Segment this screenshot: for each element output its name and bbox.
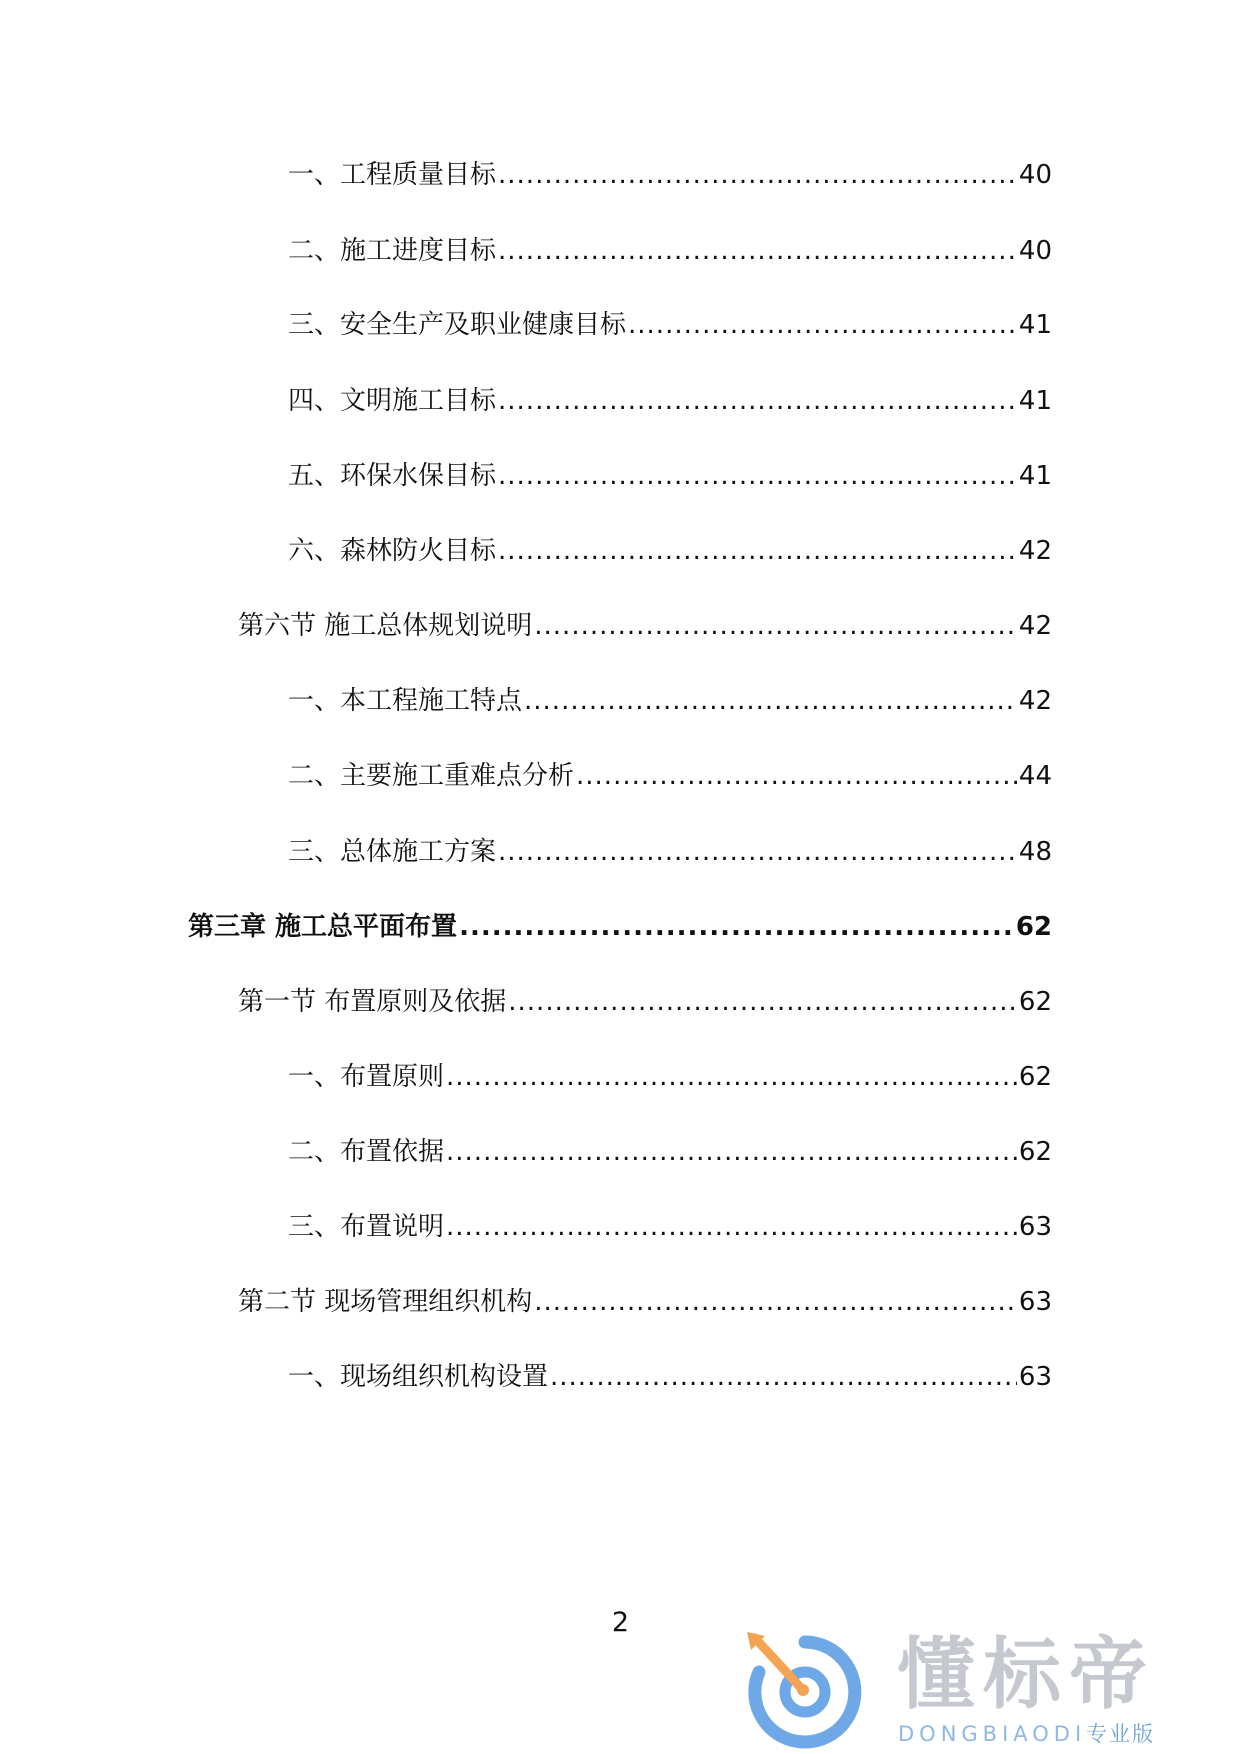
toc-entry-page: 62 (1015, 912, 1052, 942)
toc-entry-title: 第一节 布置原则及依据 (238, 987, 507, 1017)
toc-leader-dots (534, 609, 1017, 643)
toc-leader-dots (446, 1060, 1017, 1094)
toc-entry[interactable] (288, 759, 1052, 793)
toc-entry-title: 二、主要施工重难点分析 (288, 761, 575, 791)
toc-entry-title: 三、总体施工方案 (288, 837, 497, 867)
toc-entry[interactable] (288, 1060, 1052, 1094)
toc-entry[interactable] (238, 1285, 1052, 1319)
toc-entry[interactable] (288, 534, 1052, 568)
toc-entry[interactable] (288, 158, 1052, 192)
toc-entry-page: 62 (1018, 1062, 1052, 1092)
toc-entry[interactable] (288, 384, 1052, 418)
toc-leader-dots (576, 759, 1017, 793)
toc-entry-page: 63 (1018, 1212, 1052, 1242)
toc-entry-title: 三、安全生产及职业健康目标 (288, 310, 627, 340)
toc-entry-page: 63 (1018, 1287, 1052, 1317)
toc-entry[interactable] (288, 1360, 1052, 1394)
toc-entry-page: 62 (1018, 987, 1052, 1017)
toc-leader-dots (459, 910, 1014, 944)
toc-leader-dots (498, 534, 1017, 568)
toc-leader-dots (628, 308, 1017, 342)
toc-entry-page: 62 (1018, 1137, 1052, 1167)
toc-entry-title: 第二节 现场管理组织机构 (238, 1287, 533, 1317)
toc-entry[interactable] (288, 308, 1052, 342)
toc-leader-dots (498, 158, 1017, 192)
watermark-sub-latin: DONGBIAODI (898, 1722, 1087, 1746)
toc-entry[interactable] (238, 985, 1052, 1019)
toc-entry-page: 42 (1018, 536, 1052, 566)
watermark-subtitle (898, 1722, 1155, 1746)
toc-entry-title: 二、布置依据 (288, 1137, 445, 1167)
toc-entry-page: 42 (1018, 611, 1052, 641)
watermark-brand: 懂标帝 (897, 1630, 1156, 1720)
toc-entry-page: 41 (1018, 461, 1052, 491)
toc-leader-dots (446, 1210, 1017, 1244)
toc-entry-title: 二、施工进度目标 (288, 236, 497, 266)
toc-entry-title: 一、布置原则 (288, 1062, 445, 1092)
toc-entry-title: 三、布置说明 (288, 1212, 445, 1242)
toc-entry-page: 41 (1018, 310, 1052, 340)
toc-leader-dots (498, 835, 1017, 869)
toc-entry-title: 一、现场组织机构设置 (288, 1362, 549, 1392)
toc-entry-page: 63 (1018, 1362, 1052, 1392)
toc-entry-title: 第三章 施工总平面布置 (188, 912, 458, 942)
toc-entry[interactable] (238, 609, 1052, 643)
toc-entry[interactable] (288, 234, 1052, 268)
toc-leader-dots (524, 684, 1017, 718)
toc-entry-page: 42 (1018, 686, 1052, 716)
toc-entry-page: 48 (1018, 837, 1052, 867)
watermark-edition: 专业版 (1086, 1722, 1156, 1746)
page-number: 2 (611, 1607, 630, 1638)
toc-leader-dots (534, 1285, 1017, 1319)
toc-leader-dots (550, 1360, 1017, 1394)
toc-entry-title: 五、环保水保目标 (288, 461, 497, 491)
toc-entry-title: 一、工程质量目标 (288, 160, 497, 190)
toc-leader-dots (446, 1135, 1017, 1169)
target-logo-icon (745, 1632, 865, 1750)
toc-leader-dots (498, 459, 1017, 493)
toc-entry[interactable] (288, 684, 1052, 718)
toc-leader-dots (498, 234, 1017, 268)
toc-entry[interactable] (288, 1135, 1052, 1169)
toc-entry-title: 四、文明施工目标 (288, 386, 497, 416)
toc-entry-page: 40 (1018, 160, 1052, 190)
toc-entry-page: 44 (1018, 761, 1052, 791)
toc-entry-page: 41 (1018, 386, 1052, 416)
watermark (745, 1632, 1215, 1750)
toc-entry[interactable] (288, 459, 1052, 493)
toc-entry-chapter[interactable] (188, 910, 1052, 944)
toc-leader-dots (498, 384, 1017, 418)
toc-entry[interactable] (288, 1210, 1052, 1244)
toc-leader-dots (508, 985, 1017, 1019)
toc-entry-title: 第六节 施工总体规划说明 (238, 611, 533, 641)
toc-entry-title: 六、森林防火目标 (288, 536, 497, 566)
toc-entry-title: 一、本工程施工特点 (288, 686, 523, 716)
toc-entry-page: 40 (1018, 236, 1052, 266)
toc-entry[interactable] (288, 835, 1052, 869)
